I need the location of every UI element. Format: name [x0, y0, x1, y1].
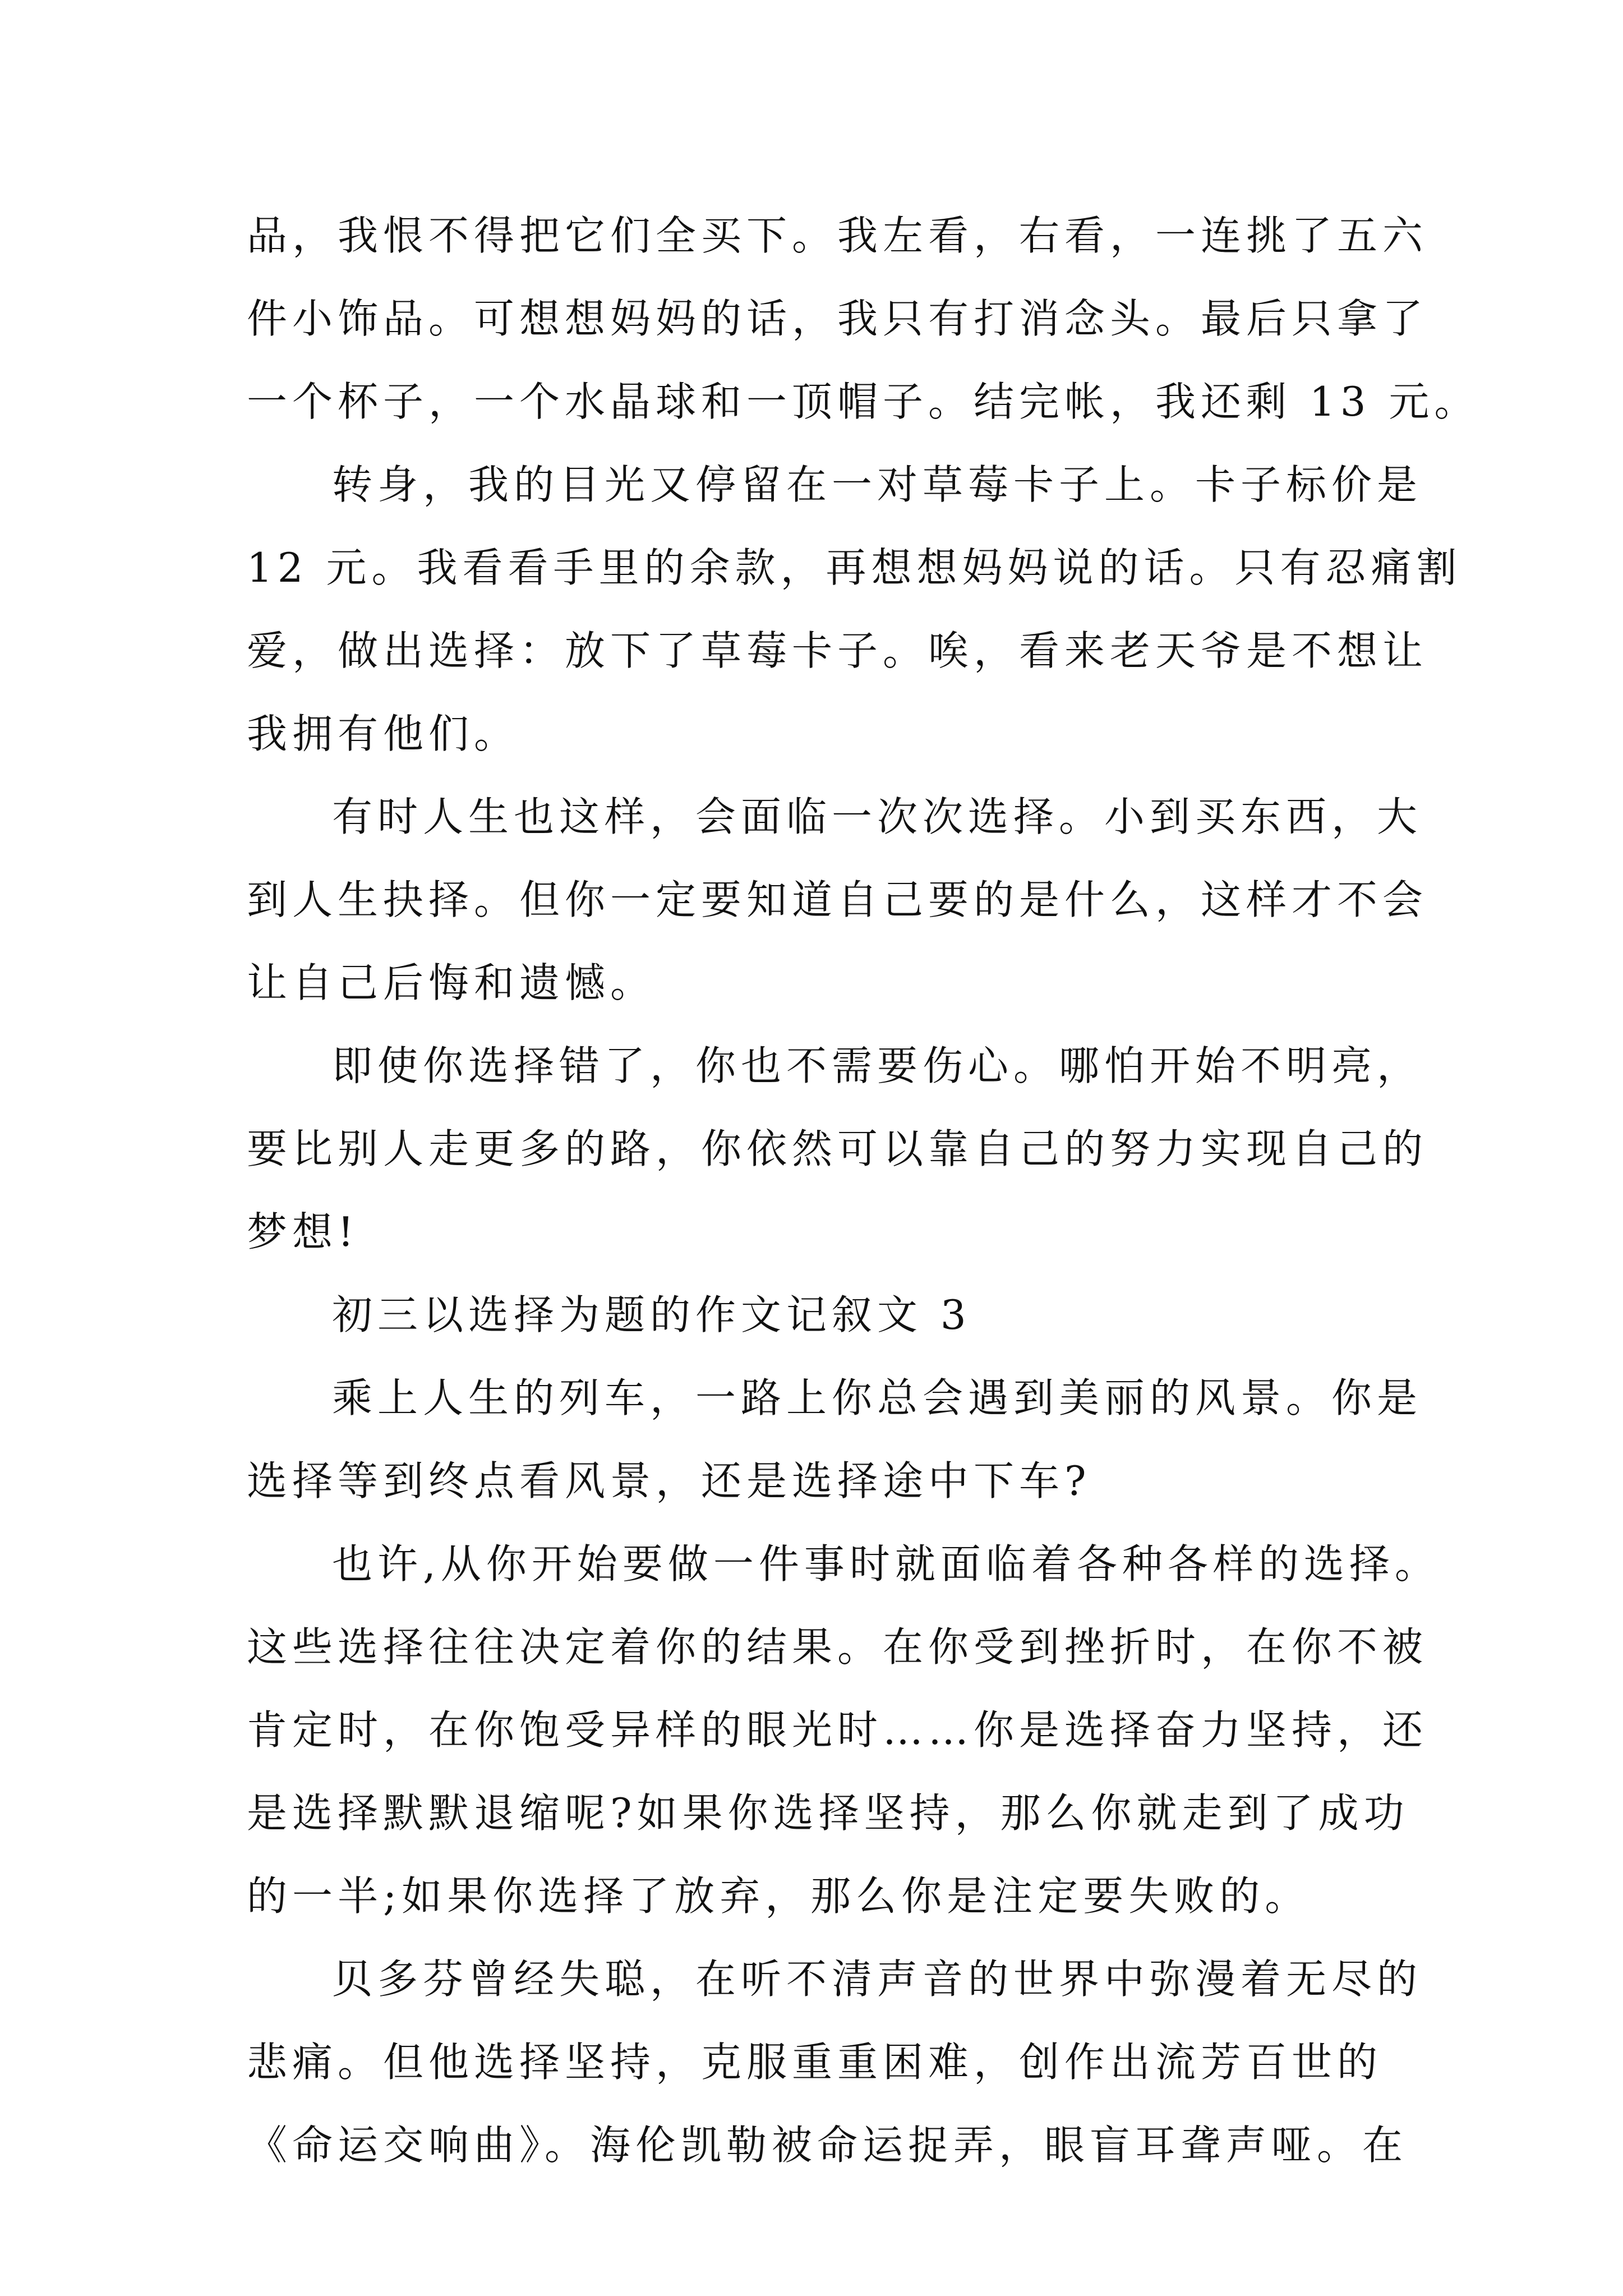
text-line: 12 元。我看看手里的余款，再想想妈妈说的话。只有忍痛割 — [247, 544, 1462, 591]
paragraph-first-line: 也许,从你开始要做一件事时就面临着各种各样的选择。 — [332, 1540, 1440, 1588]
text-line: 要比别人走更多的路，你依然可以靠自己的努力实现自己的 — [247, 1125, 1428, 1172]
text-line: 选择等到终点看风景，还是选择途中下车? — [247, 1457, 1091, 1504]
text-line: 梦想! — [247, 1208, 359, 1255]
text-line: 到人生抉择。但你一定要知道自己要的是什么，这样才不会 — [247, 876, 1428, 923]
section-heading: 初三以选择为题的作文记叙文 3 — [332, 1291, 971, 1338]
text-line: 《命运交响曲》。海伦凯勒被命运捉弄，眼盲耳聋声哑。在 — [247, 2122, 1408, 2169]
text-line: 悲痛。但他选择坚持，克服重重困难，创作出流芳百世的 — [247, 2039, 1383, 2086]
text-line: 件小饰品。可想想妈妈的话，我只有打消念头。最后只拿了 — [247, 295, 1428, 342]
paragraph-first-line: 有时人生也这样，会面临一次次选择。小到买东西，大 — [332, 793, 1423, 840]
paragraph-first-line: 乘上人生的列车，一路上你总会遇到美丽的风景。你是 — [332, 1374, 1423, 1421]
text-line: 的一半;如果你选择了放弃，那么你是注定要失败的。 — [247, 1872, 1311, 1920]
text-line: 我拥有他们。 — [247, 710, 520, 757]
text-line: 这些选择往往决定着你的结果。在你受到挫折时，在你不被 — [247, 1623, 1428, 1671]
text-line: 品，我恨不得把它们全买下。我左看，右看，一连挑了五六 — [247, 212, 1428, 259]
paragraph-first-line: 转身，我的目光又停留在一对草莓卡子上。卡子标价是 — [332, 461, 1423, 508]
text-line: 让自己后悔和遗憾。 — [247, 959, 656, 1006]
paragraph-first-line: 贝多芬曾经失聪，在听不清声音的世界中弥漫着无尽的 — [332, 1955, 1423, 2003]
text-line: 一个杯子，一个水晶球和一顶帽子。结完帐，我还剩 13 元。 — [247, 378, 1480, 425]
text-line: 爱，做出选择：放下了草莓卡子。唉，看来老天爷是不想让 — [247, 627, 1428, 674]
paragraph-first-line: 即使你选择错了，你也不需要伤心。哪怕开始不明亮， — [332, 1042, 1423, 1089]
text-line: 是选择默默退缩呢?如果你选择坚持，那么你就走到了成功 — [247, 1789, 1409, 1837]
text-line: 肯定时，在你饱受异样的眼光时……你是选择奋力坚持，还 — [247, 1706, 1428, 1754]
